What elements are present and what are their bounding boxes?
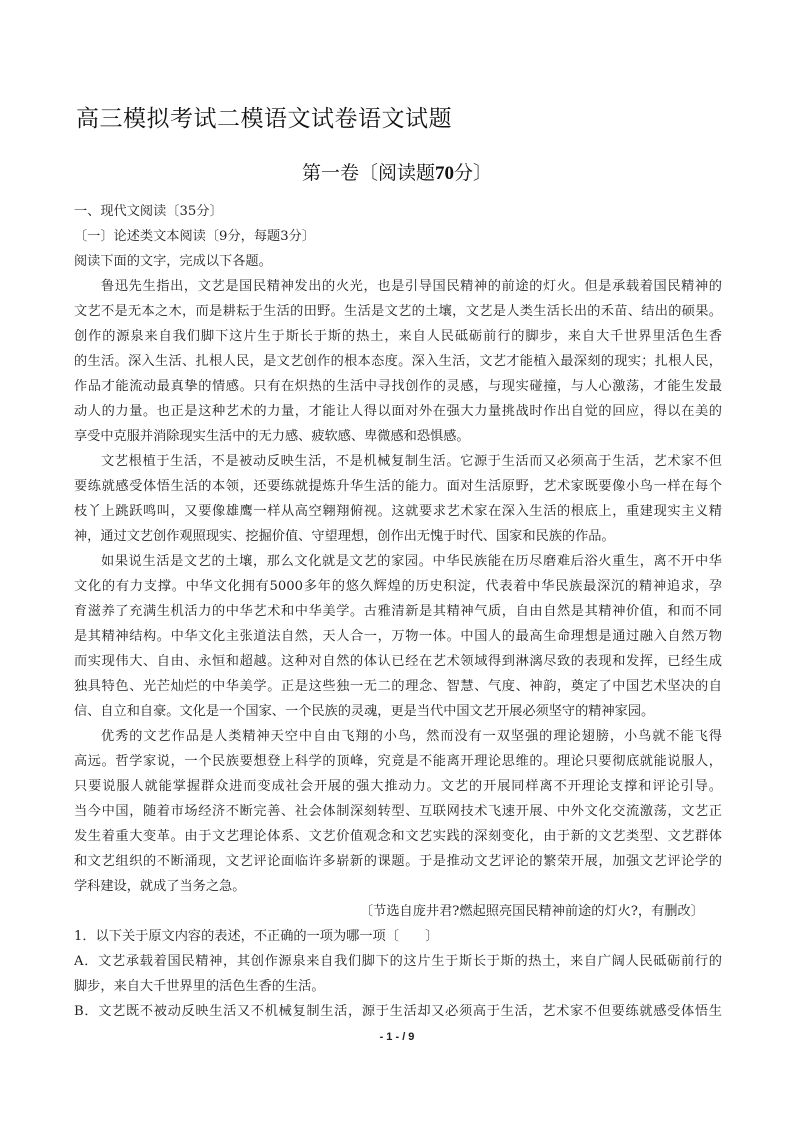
section-heading-suffix: 分〕 [454,162,493,184]
section-heading-modern-reading: 一、现代文阅读〔35分〕 [74,204,223,219]
text-line: 动人的力量。也正是这种艺术的力量，才能让人得以面对外在强大力量挑战时作出自觉的回应，得以在美的 [74,404,722,419]
option-a-line: A．文艺承载着国民精神，其创作源泉来自我们脚下的这片生于斯长于斯的热土，来自广阔人民砥砺前行的 [74,954,722,969]
text-line: 如果说生活是文艺的土壤，那么文化就是文艺的家园。中华民族能在历尽磨难后浴火重生，离不开中华 [101,554,722,569]
question-1-stem: 1．以下关于原文内容的表述，不正确的一项为哪一项〔 〕 [74,929,439,944]
text-line: 神，通过文艺创作观照现实、挖掘价值、守望理想，创作出无愧于时代、国家和民族的作品。 [74,529,615,544]
option-b-line: B．文艺既不被动反映生活又不机械复制生活，源于生活却又必须高于生活，艺术家不但要练就感受体悟生 [74,1004,722,1019]
text-line: 优秀的文艺作品是人类精神天空中自由飞翔的小鸟，然而没有一双坚强的理论翅膀，小鸟就不能飞得 [101,729,722,744]
section-heading [0,158,794,185]
text-line: 高远。哲学家说，一个民族要想登上科学的顶峰，究竟是不能离开理论思维的。理论只要彻底就能说服人， [74,754,722,769]
text-line: 是其精神结构。中华文化主张道法自然，天人合一，万物一体。中国人的最高生命理想是通过融入自然万物 [74,629,722,644]
text-line: 独具特色、光芒灿烂的中华美学。正是这些独一无二的理念、智慧、气度、神韵，奠定了中国艺术坚决的自 [74,679,722,694]
text-line: 和文艺组织的不断涌现，文艺评论面临许多崭新的课题。于是推动文艺评论的繁荣开展，加强文艺评论学的 [74,854,722,869]
text-line: 文艺不是无本之木，而是耕耘于生活的田野。生活是文艺的土壤，文艺是人类生活长出的禾苗、结出的硕果。 [74,304,722,319]
text-line: 只要说服人就能掌握群众进而变成社会开展的强大推动力。文艺的开展同样离不开理论支撑和评论引导。 [74,779,722,794]
source-citation: 〔节选自庞井君?燃起照亮国民精神前途的灯火?，有删改〕 [360,904,704,919]
text-line: 享受中克服并消除现实生活中的无力感、疲软感、卑微感和恐惧感。 [74,429,470,444]
page-number: - 1 - / 9 [379,1031,415,1043]
text-line: 作品才能流动最真挚的情感。只有在炽热的生活中寻找创作的灵感，与现实碰撞，与人心激荡，才能生发最 [74,379,722,394]
text-line: 学科建设，就成了当务之急。 [74,879,246,894]
instruction-text: 阅读下面的文字，完成以下各题。 [74,254,272,269]
subsection-heading: 〔一〕论述类文本阅读〔9分，每题3分〕 [74,229,315,244]
text-line: 发生着重大变革。由于文艺理论体系、文艺价值观念和文艺实践的深刻变化，由于新的文艺类型、文艺群体 [74,829,722,844]
text-line: 文艺根植于生活，不是被动反映生活，不是机械复制生活。它源于生活而又必须高于生活，艺术家不但 [101,454,722,469]
section-heading-score: 70 [435,163,454,184]
text-line: 鲁迅先生指出，文艺是国民精神发出的火光，也是引导国民精神的前途的灯火。但是承载着国民精神的 [101,279,722,294]
text-line: 文化的有力支撑。中华文化拥有5000多年的悠久辉煌的历史积淀，代表着中华民族最深沉的精神追求，孕 [74,579,722,594]
text-line: 的生活。深入生活、扎根人民，是文艺创作的根本态度。深入生活，文艺才能植入最深刻的现实；扎根人民， [74,354,722,369]
text-line: 而实现伟大、自由、永恒和超越。这种对自然的体认已经在艺术领域得到淋漓尽致的表现和发挥，已经生成 [74,654,722,669]
text-line: 育滋养了充满生机活力的中华艺术和中华美学。古雅清新是其精神气质，自由自然是其精神价值，和而不同 [74,604,722,619]
document-title: 高三模拟考试二模语文试卷语文试题 [76,106,452,132]
text-line: 当今中国，随着市场经济不断完善、社会体制深刻转型、互联网技术飞速开展、中外文化交流激荡，文艺正 [74,804,722,819]
text-line: 枝丫上跳跃鸣叫，又要像雄鹰一样从高空翱翔俯视。这就要求艺术家在深入生活的根底上，重建现实主义精 [74,504,722,519]
text-line: 信、自立和自豪。文化是一个国家、一个民族的灵魂，更是当代中国文艺开展必须坚守的精神家园。 [74,704,655,719]
option-a-line: 脚步，来自大千世界里的活色生香的生活。 [74,979,325,994]
text-line: 要练就感受体悟生活的本领，还要练就提炼升华生活的能力。面对生活原野，艺术家既要像小鸟一样在每个 [74,479,722,494]
text-line: 创作的源泉来自我们脚下这片生于斯长于斯的热土，来自人民砥砺前行的脚步，来自大千世界里活色生香 [74,329,722,344]
section-heading-prefix: 第一卷〔阅读题 [301,162,435,184]
